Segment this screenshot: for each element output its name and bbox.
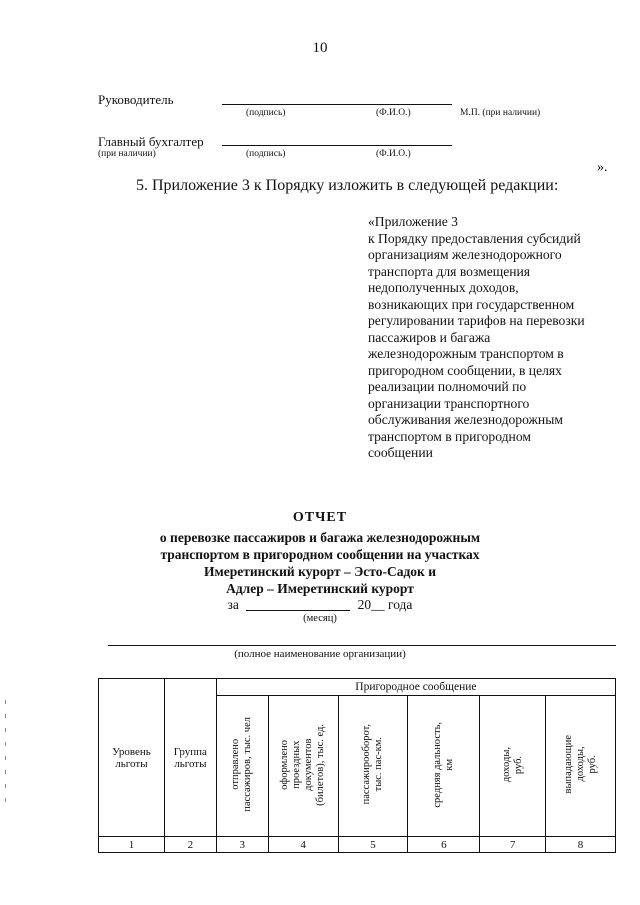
amendment-paragraph: 5. Приложение 3 к Порядку изложить в следующей редакции:	[136, 177, 559, 194]
header-tickets-issued	[268, 696, 338, 837]
column-number: 2	[164, 837, 216, 853]
appendix-line: железнодорожным транспортом в	[368, 346, 564, 361]
head-fio-caption: (Ф.И.О.)	[376, 108, 411, 118]
header-revenue	[480, 696, 546, 837]
appendix-line: недополученных доходов,	[368, 280, 519, 295]
report-subtitle-line: Имеретинский курорт – Эсто-Садок и	[204, 564, 436, 579]
column-number: 6	[408, 837, 480, 853]
header-lost-revenue	[546, 696, 616, 837]
appendix-line: сообщении	[368, 445, 433, 460]
appendix-line: к Порядку предоставления субсидий	[368, 230, 581, 246]
column-number: 5	[338, 837, 408, 853]
column-number: 7	[480, 837, 546, 853]
organization-name-line	[108, 645, 616, 646]
appendix-line: обслуживания железнодорожным	[368, 412, 563, 427]
column-number: 8	[546, 837, 616, 853]
report-subtitle-line: транспортом в пригородном сообщении на участках	[160, 547, 480, 562]
closing-quote: ».	[597, 160, 608, 175]
report-title: ОТЧЕТ	[292, 510, 348, 525]
appendix-line: транспортом в пригородном	[368, 428, 531, 444]
column-number: 4	[268, 837, 338, 853]
period-prefix: за	[227, 597, 239, 612]
appendix-line: организации транспортного	[368, 395, 530, 411]
header-text: оформлено	[279, 739, 291, 790]
header-text: тыс. пас-км.	[373, 737, 385, 792]
header-benefit-level: Уровень льготы	[99, 679, 165, 837]
header-text: (билетов), тыс. ед.	[315, 723, 327, 806]
appendix-heading	[368, 214, 630, 462]
header-text: пассажирооборот,	[361, 724, 373, 805]
accountant-note: (при наличии)	[98, 149, 156, 159]
header-text: руб.	[512, 755, 524, 774]
header-text: пассажиров, тыс. чел	[242, 717, 254, 812]
stamp-caption: М.П. (при наличии)	[460, 108, 541, 118]
month-blank-line	[246, 610, 350, 611]
column-number: 3	[216, 837, 268, 853]
header-text: руб.	[586, 755, 598, 774]
header-text: доходы,	[500, 746, 512, 783]
report-table	[98, 678, 616, 853]
report-subtitle-line: о перевозке пассажиров и багажа железнодорожным	[159, 530, 481, 545]
period-year: 20__ года	[357, 597, 413, 612]
appendix-line: организациям железнодорожного	[368, 247, 562, 262]
header-benefit-group: Группа льготы	[164, 679, 216, 837]
column-number: 1	[99, 837, 165, 853]
head-sign-caption: (подпись)	[246, 108, 286, 118]
appendix-line: «Приложение 3	[368, 214, 458, 229]
header-passengers-sent	[216, 696, 268, 837]
header-text: отправлено	[230, 739, 242, 790]
head-label: Руководитель	[98, 92, 174, 107]
accountant-fio-caption: (Ф.И.О.)	[376, 149, 411, 159]
header-text: проездных	[291, 740, 303, 789]
margin-marks	[4, 690, 8, 890]
accountant-signature-line	[222, 145, 452, 146]
report-period	[0, 597, 640, 613]
accountant-sign-caption: (подпись)	[246, 149, 286, 159]
accountant-label: Главный бухгалтер	[98, 134, 204, 149]
page-number: 10	[312, 40, 328, 56]
header-text: доходы,	[574, 746, 586, 783]
appendix-line: возникающих при государственном	[368, 296, 575, 312]
month-caption: (месяц)	[303, 613, 337, 624]
header-passenger-turnover	[338, 696, 408, 837]
appendix-line: пассажиров и багажа	[368, 329, 491, 345]
appendix-line: реализации полномочий по	[368, 379, 527, 394]
head-signature-line	[222, 104, 452, 105]
header-average-distance	[408, 696, 480, 837]
appendix-line: транспорта для возмещения	[368, 263, 531, 279]
report-subtitle-line: Адлер – Имеретинский курорт	[226, 581, 414, 596]
organization-caption: (полное наименование организации)	[234, 648, 406, 660]
header-text: км	[443, 758, 455, 771]
header-text: документов	[303, 738, 315, 791]
header-suburban-service: Пригородное сообщение	[216, 679, 615, 696]
appendix-line: пригородном сообщении, в целях	[368, 362, 562, 378]
header-text: средняя дальность,	[431, 721, 443, 808]
header-text: выпадающие	[562, 735, 574, 794]
appendix-line: регулировании тарифов на перевозки	[368, 313, 585, 328]
